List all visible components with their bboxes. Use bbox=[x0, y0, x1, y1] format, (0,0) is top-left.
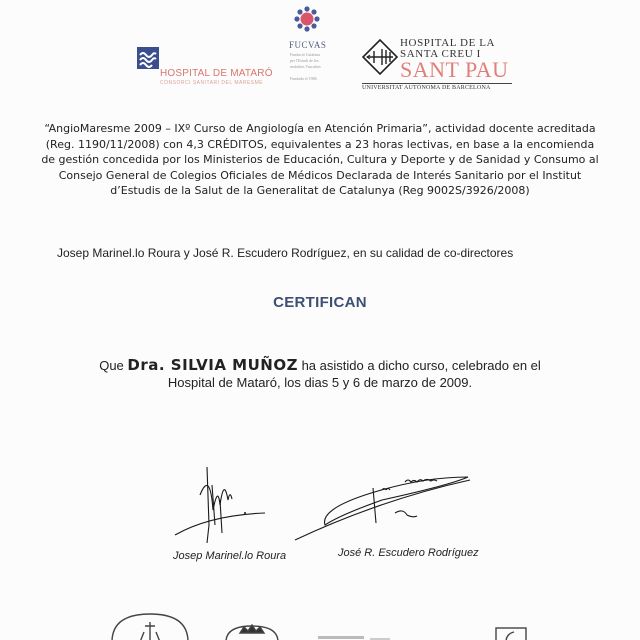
certificate-heading: CERTIFICAN bbox=[273, 294, 367, 311]
fucvas-flower-icon bbox=[294, 6, 320, 32]
attestation-line1: Que Dra. SILVIA MUÑOZ ha asistido a dicho curso, celebrado en el bbox=[99, 356, 541, 374]
hospital-mataro-title: HOSPITAL DE MATARÓ bbox=[160, 68, 273, 79]
attestation bbox=[0, 357, 640, 391]
attestation-line2: Hospital de Mataró, los dias 5 y 6 de marzo de 2009. bbox=[167, 375, 473, 390]
fucvas-line: Fundació Catalana bbox=[290, 52, 320, 57]
fucvas-line: Fundada el 1986 bbox=[290, 76, 317, 81]
directors-statement: Josep Marinel.lo Roura y José R. Escudero Rodríguez, en su calidad de co-directores bbox=[57, 246, 514, 260]
sant-pau-shield-icon bbox=[362, 39, 398, 75]
fucvas-line: per l'Estudi de les bbox=[290, 58, 319, 63]
hospital-mataro-subtitle: CONSORCI SANITARI DEL MARESME bbox=[160, 80, 264, 86]
sant-pau-university: UNIVERSITAT AUTÒNOMA DE BARCELONA bbox=[362, 85, 491, 91]
footer-seals bbox=[0, 600, 640, 640]
fucvas-title: FUCVAS bbox=[289, 40, 327, 50]
sant-pau-line3: SANT PAU bbox=[400, 57, 509, 82]
course-description: “AngioMaresme 2009 – IXº Curso de Angiología en Atención Primaria”, actividad docente acreditada (Reg. 1190/11/2008) con 4,3 CRÉDITOS, equivalentes a 23 horas lectivas, en base a la encomienda de gestión concedida por los Ministerios de Educación, Cultura y Deporte y de Sanidad y Consumo al Consejo General de Colegios Oficiales de Médicos Declarada de Interés Sanitario por el Institut d’Estudis de la Salut de la Generalitat de Catalunya (Reg 9002S/3926/2008) bbox=[41, 122, 599, 197]
hospital-mataro-logo-mark bbox=[137, 47, 159, 69]
signature-name-escudero: José R. Escudero Rodríguez bbox=[338, 547, 479, 559]
signatures-graphic bbox=[150, 455, 530, 555]
sant-pau-divider bbox=[362, 83, 512, 84]
sant-pau-line2: SANTA CREU I bbox=[400, 48, 481, 60]
recipient-name: Dra. SILVIA MUÑOZ bbox=[127, 356, 298, 374]
sant-pau-line1: HOSPITAL DE LA bbox=[400, 37, 496, 49]
signature-name-marinello: Josep Marinel.lo Roura bbox=[173, 550, 287, 562]
fucvas-line: malalties Vasculars bbox=[290, 64, 321, 69]
